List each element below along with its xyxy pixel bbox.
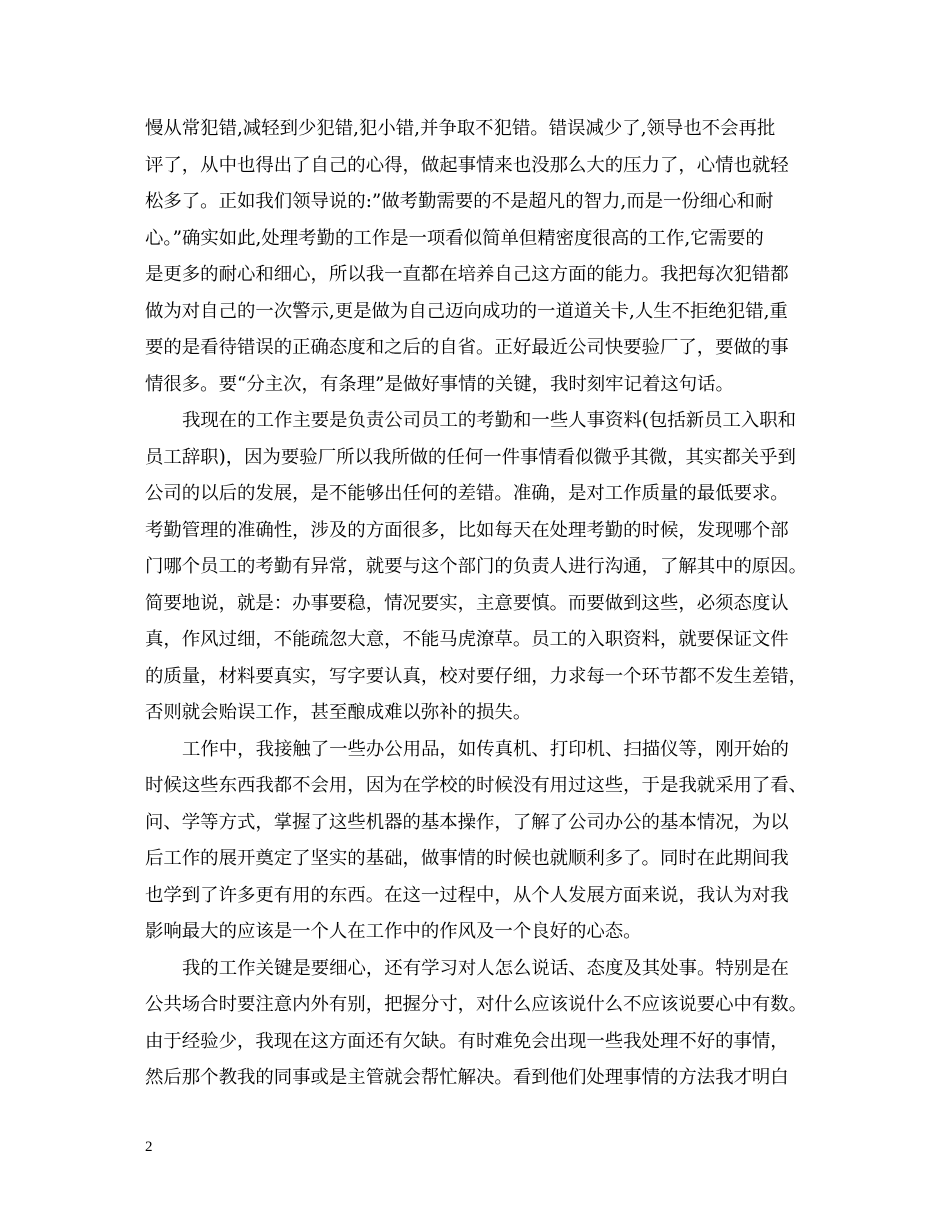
- body-text: [145, 111, 810, 1097]
- text-line: 员工辞职)，因为要验厂所以我所做的任何一件事情看似微乎其微，其实都关乎到: [145, 446, 796, 468]
- text-line: 问、学等方式，掌握了这些机器的基本操作，了解了公司办公的基本情况，为以: [145, 811, 789, 833]
- text-line: 门哪个员工的考勤有异常，就要与这个部门的负责人进行沟通，了解其中的原因。: [145, 556, 808, 577]
- paragraph-first-line: 我的工作关键是要细心，还有学习对人怎么说话、态度及其处事。特别是在: [182, 957, 789, 979]
- text-line: 真，作风过细，不能疏忽大意，不能马虎潦草。员工的入职资料，就要保证文件: [145, 629, 789, 650]
- text-line: 后工作的展开奠定了坚实的基础，做事情的时候也就顺利多了。同时在此期间我: [145, 848, 789, 869]
- text-line: 否则就会贻误工作，甚至酿成难以弥补的损失。: [145, 702, 532, 723]
- text-line: 慢从常犯错,减轻到少犯错,犯小错,并争取不犯错。错误减少了,领导也不会再批: [145, 118, 776, 139]
- text-line: 公共场合时要注意内外有别，把握分寸，对什么应该说什么不应该说要心中有数。: [145, 994, 808, 1015]
- page-number: 2: [145, 1139, 153, 1155]
- text-line: 的质量，材料要真实，写字要认真，校对要仔细，力求每一个环节都不发生差错，: [145, 665, 808, 687]
- text-line: 松多了。正如我们领导说的:”做考勤需要的不是超凡的智力,而是一份细心和耐: [145, 191, 774, 212]
- text-line: 影响最大的应该是一个人在工作中的作风及一个良好的心态。: [145, 921, 642, 942]
- text-line: 是更多的耐心和细心，所以我一直都在培养自己这方面的能力。我把每次犯错都: [145, 264, 789, 285]
- text-line: 心。”确实如此,处理考勤的工作是一项看似简单但精密度很高的工作,它需要的: [145, 227, 764, 249]
- paragraph-first-line: 工作中，我接触了一些办公用品，如传真机、打印机、扫描仪等，刚开始的: [182, 738, 789, 760]
- text-line: 公司的以后的发展，是不能够出任何的差错。准确，是对工作质量的最低要求。: [145, 483, 789, 504]
- text-line: 然后那个教我的同事或是主管就会帮忙解决。看到他们处理事情的方法我才明白: [145, 1067, 789, 1088]
- text-line: 考勤管理的准确性，涉及的方面很多，比如每天在处理考勤的时候，发现哪个部: [145, 519, 789, 541]
- text-line: 评了，从中也得出了自己的心得，做起事情来也没那么大的压力了，心情也就轻: [145, 154, 789, 176]
- text-line: 时候这些东西我都不会用，因为在学校的时候没有用过这些，于是我就采用了看、: [145, 775, 808, 796]
- paragraph-first-line: 我现在的工作主要是负责公司员工的考勤和一些人事资料(包括新员工入职和: [182, 410, 797, 431]
- text-line: 要的是看待错误的正确态度和之后的自省。正好最近公司快要验厂了，要做的事: [145, 337, 789, 358]
- text-line: 简要地说，就是：办事要稳，情况要实，主意要慎。而要做到这些，必须态度认: [145, 592, 789, 614]
- text-line: 也学到了许多更有用的东西。在这一过程中，从个人发展方面来说，我认为对我: [145, 884, 789, 906]
- text-line: 由于经验少，我现在这方面还有欠缺。有时难免会出现一些我处理不好的事情，: [145, 1030, 789, 1052]
- text-line: 情很多。要“分主次，有条理”是做好事情的关键，我时刻牢记着这句话。: [145, 373, 734, 395]
- text-line: 做为对自己的一次警示,更是做为自己迈向成功的一道道关卡,人生不拒绝犯错,重: [145, 300, 788, 322]
